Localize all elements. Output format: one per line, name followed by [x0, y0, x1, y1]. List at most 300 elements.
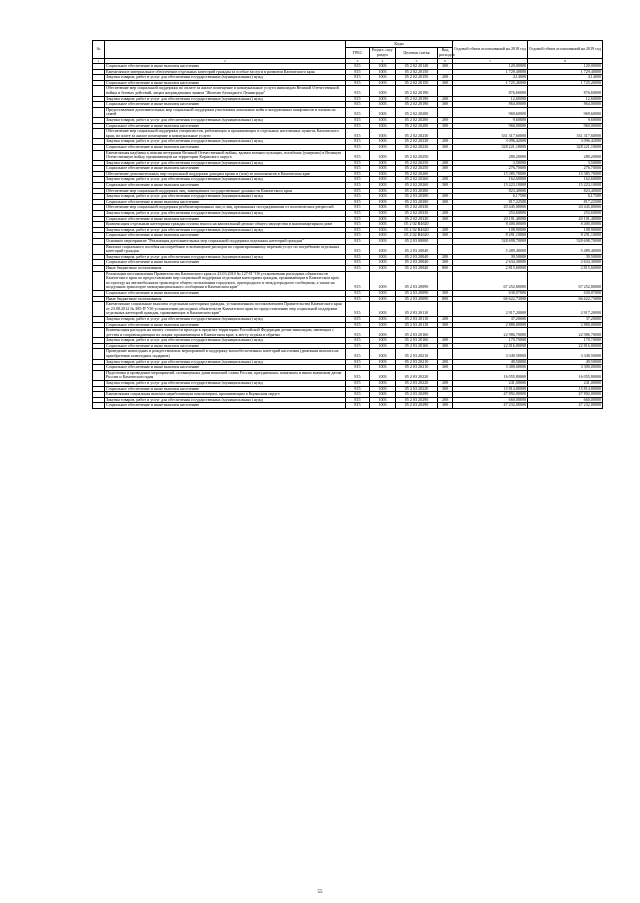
row-amount-2019-cell: 8 400,00000 [528, 222, 603, 228]
row-vid-cell: 300 [438, 343, 453, 349]
row-name-cell: Закупка товаров, работ и услуг для обеспечения государственных (муниципальных) нужд [105, 211, 346, 217]
row-name-cell: Социальное обеспечение и иные выплаты населению [105, 80, 346, 86]
row-amount-2018-cell: 15 223,10000 [453, 183, 528, 189]
row-amount-2018-cell: 15 814,80000 [453, 386, 528, 392]
row-vid-cell: 300 [438, 199, 453, 205]
header-col-num: 4 [370, 59, 396, 64]
row-amount-2018-cell: 528 698,70000 [453, 239, 528, 245]
row-razdel-cell: 1003 [370, 86, 396, 96]
row-grbs-cell: 815 [346, 160, 370, 166]
row-razdel-cell: 1003 [370, 117, 396, 123]
row-celevaya-cell: 05 2 03 20040 [396, 265, 438, 271]
row-amount-2018-cell: 108,90000 [453, 227, 528, 233]
row-amount-2018-cell: 3,50000 [453, 160, 528, 166]
budget-table-sheet [92, 40, 602, 409]
row-celevaya-cell: 05 2 03 20210 [396, 359, 438, 365]
row-razdel-cell: 1003 [370, 359, 396, 365]
row-razdel-cell: 1003 [370, 227, 396, 233]
row-amount-2019-cell: 969,60000 [528, 107, 603, 117]
table-header [93, 41, 603, 64]
row-razdel-cell: 1003 [370, 183, 396, 189]
row-amount-2018-cell: 20 191,40000 [453, 216, 528, 222]
row-amount-2018-cell: 2 880,00000 [453, 322, 528, 328]
row-amount-2019-cell: 15 223,10000 [528, 183, 603, 189]
row-razdel-cell: 1003 [370, 199, 396, 205]
row-amount-2019-cell: 1 729,40000 [528, 69, 603, 75]
row-razdel-cell: 1003 [370, 343, 396, 349]
table-row [93, 150, 603, 160]
row-amount-2018-cell: 328 221,18000 [453, 144, 528, 150]
row-amount-2018-cell: 67 252,80000 [453, 271, 528, 290]
row-razdel-cell: 1003 [370, 386, 396, 392]
row-grbs-cell: 815 [346, 69, 370, 75]
table-row [93, 129, 603, 139]
row-name-cell: Закупка товаров, работ и услуг для обеспечения государственных (муниципальных) нужд [105, 338, 346, 344]
row-razdel-cell: 1003 [370, 80, 396, 86]
row-razdel-cell: 1003 [370, 370, 396, 380]
row-celevaya-cell: 05 2 02 20230 [396, 144, 438, 150]
row-razdel-cell: 1003 [370, 328, 396, 338]
row-grbs-cell: 815 [346, 328, 370, 338]
row-vid-cell: 200 [438, 227, 453, 233]
row-celevaya-cell: 05 2 03 20220 [396, 381, 438, 387]
row-vid-cell [438, 107, 453, 117]
row-amount-2018-cell: 5 489,40000 [453, 244, 528, 254]
row-name-cell: Закупка товаров, работ и услуг для обеспечения государственных (муниципальных) нужд [105, 381, 346, 387]
row-amount-2018-cell: 960,00000 [453, 123, 528, 129]
row-grbs-cell: 815 [346, 177, 370, 183]
row-vid-cell: 200 [438, 96, 453, 102]
row-amount-2019-cell: 22 986,70000 [528, 328, 603, 338]
row-grbs-cell: 815 [346, 343, 370, 349]
header-codes: Коды [346, 41, 453, 48]
header-year-2019: Годовой объем ассигнований на 2019 год [528, 41, 603, 59]
row-vid-cell: 200 [438, 254, 453, 260]
row-amount-2018-cell: 876,60000 [453, 86, 528, 96]
row-razdel-cell: 1003 [370, 177, 396, 183]
row-vid-cell: 200 [438, 177, 453, 183]
row-vid-cell [438, 150, 453, 160]
row-number-cell [93, 328, 105, 338]
row-amount-2018-cell: 1 729,40000 [453, 69, 528, 75]
row-razdel-cell: 1003 [370, 144, 396, 150]
row-name-cell: Проведение новогодних и рождественских мероприятий в поддержку малообеспеченных категорий населения (денежная выплата на приобретение новогодних подарков) [105, 349, 346, 359]
row-amount-2019-cell: 817,22500 [528, 199, 603, 205]
row-name-cell: Социальное обеспечение и иные выплаты населению [105, 64, 346, 70]
header-col-num: 6 [438, 59, 453, 64]
row-grbs-cell: 815 [346, 392, 370, 398]
row-name-cell: Закупка товаров, работ и услуг для обеспечения государственных (муниципальных) нужд [105, 359, 346, 365]
row-amount-2018-cell: 8 400,00000 [453, 222, 528, 228]
row-name-cell: Компенсация отдельным категориям граждан оплаты взноса на капитальный ремонт общего имущества в многоквартирном доме [105, 222, 346, 228]
row-amount-2018-cell: 22 986,70000 [453, 328, 528, 338]
row-celevaya-cell: 05 2 02 20150 [396, 75, 438, 81]
row-amount-2019-cell: 170,70000 [528, 338, 603, 344]
row-razdel-cell: 1003 [370, 188, 396, 194]
row-razdel-cell: 1003 [370, 102, 396, 108]
row-amount-2019-cell: 280,20000 [528, 150, 603, 160]
row-razdel-cell: 1003 [370, 403, 396, 409]
row-name-cell: Выплата социального пособия на погребение и возмещение расходов по гарантированному перечню услуг по погребению отдельных категорий граждан [105, 244, 346, 254]
row-razdel-cell: 1003 [370, 296, 396, 302]
header-number: № [93, 41, 105, 59]
row-amount-2018-cell: 120,00000 [453, 64, 528, 70]
row-amount-2019-cell: 120,00000 [528, 64, 603, 70]
row-vid-cell: 300 [438, 260, 453, 266]
row-name-cell: Иные бюджетные ассигнования [105, 296, 346, 302]
row-vid-cell: 300 [438, 183, 453, 189]
row-celevaya-cell: 05 2 03 20040 [396, 260, 438, 266]
header-col-num: 7 [453, 59, 528, 64]
row-celevaya-cell: 05 2 03 20160 [396, 338, 438, 344]
row-celevaya-cell: 05 2 02 R4620 [396, 227, 438, 233]
row-amount-2018-cell: 3 300,00000 [453, 365, 528, 371]
header-celevaya: Целевая статья [396, 48, 438, 59]
row-razdel-cell: 1003 [370, 233, 396, 239]
row-name-cell: Социальное обеспечение и иные выплаты населению [105, 199, 346, 205]
row-name-cell: Социальное обеспечение и иные выплаты населению [105, 144, 346, 150]
row-vid-cell: 300 [438, 144, 453, 150]
row-grbs-cell: 815 [346, 271, 370, 290]
row-vid-cell: 200 [438, 397, 453, 403]
row-name-cell: Основное мероприятие "Реализация дополнительных мер социальной поддержки отдельных категорий граждан" [105, 239, 346, 245]
row-amount-2019-cell: 2 815,60000 [528, 265, 603, 271]
row-amount-2019-cell: 876,60000 [528, 86, 603, 96]
row-name-cell: Закупка товаров, работ и услуг для обеспечения государственных (муниципальных) нужд [105, 177, 346, 183]
row-razdel-cell: 1003 [370, 139, 396, 145]
row-razdel-cell: 1003 [370, 260, 396, 266]
row-razdel-cell: 1003 [370, 160, 396, 166]
row-vid-cell: 200 [438, 139, 453, 145]
row-name-cell: Социальное обеспечение и иные выплаты населению [105, 343, 346, 349]
row-name-cell: Подготовка и проведение мероприятий, посвященных дням воинской славы России, праздничным, памятным и иным значимым датам России и Камчатского края [105, 370, 346, 380]
row-amount-2018-cell: 331 317,60000 [453, 129, 528, 139]
row-celevaya-cell: 05 2 02 20250 [396, 160, 438, 166]
table-row [93, 86, 603, 96]
row-celevaya-cell: 05 2 02 20200 [396, 117, 438, 123]
row-vid-cell: 200 [438, 359, 453, 365]
row-name-cell: Закупка товаров, работ и услуг для обеспечения государственных (муниципальных) нужд [105, 117, 346, 123]
row-number-cell [93, 370, 105, 380]
row-name-cell: Закупка товаров, работ и услуг для обеспечения государственных (муниципальных) нужд [105, 254, 346, 260]
row-name-cell: Закупка товаров, работ и услуг для обеспечения государственных (муниципальных) нужд [105, 194, 346, 200]
row-amount-2018-cell: 253,60000 [453, 211, 528, 217]
row-amount-2019-cell: 660,00000 [528, 397, 603, 403]
row-grbs-cell: 815 [346, 349, 370, 359]
row-razdel-cell: 1003 [370, 194, 396, 200]
row-razdel-cell: 1003 [370, 129, 396, 139]
row-amount-2018-cell: 22 816,00000 [453, 343, 528, 349]
row-celevaya-cell: 05 2 03 20110 [396, 302, 438, 317]
row-vid-cell: 200 [438, 160, 453, 166]
table-row [93, 349, 603, 359]
row-razdel-cell: 1003 [370, 392, 396, 398]
row-razdel-cell: 1003 [370, 397, 396, 403]
row-vid-cell [438, 129, 453, 139]
row-amount-2019-cell: 66 622,73000 [528, 296, 603, 302]
row-amount-2019-cell: 528 698,70000 [528, 239, 603, 245]
row-celevaya-cell: 05 2 02 20150 [396, 69, 438, 75]
row-celevaya-cell: 05 2 02 20330 [396, 205, 438, 211]
row-name-cell: Обеспечение мер социальной поддержки лиц, замещавших государственные должности Камчатского края [105, 188, 346, 194]
row-name-cell: Обеспечение дополнительных мер социальной поддержки донорам крови и (или) ее компонентов в Камчатском крае [105, 171, 346, 177]
row-celevaya-cell: 05 2 03 00000 [396, 239, 438, 245]
row-razdel-cell: 1003 [370, 211, 396, 217]
row-amount-2019-cell: 3 096,42000 [528, 139, 603, 145]
row-vid-cell [438, 271, 453, 290]
row-name-cell: Социальное обеспечение и иные выплаты населению [105, 386, 346, 392]
row-grbs-cell: 815 [346, 123, 370, 129]
row-amount-2019-cell: 39,50000 [528, 254, 603, 260]
row-name-cell: Закупка товаров, работ и услуг для обеспечения государственных (муниципальных) нужд [105, 227, 346, 233]
row-razdel-cell: 1003 [370, 290, 396, 296]
row-number-cell [93, 129, 105, 139]
row-celevaya-cell: 05 2 03 20160 [396, 343, 438, 349]
row-grbs-cell: 815 [346, 150, 370, 160]
row-celevaya-cell: 05 2 03 20290 [396, 392, 438, 398]
row-amount-2018-cell: 16 055,80000 [453, 370, 528, 380]
row-celevaya-cell: 05 2 02 20200 [396, 107, 438, 117]
row-amount-2019-cell: 9,60000 [528, 117, 603, 123]
row-amount-2018-cell: 969,60000 [453, 107, 528, 117]
row-grbs-cell: 815 [346, 80, 370, 86]
row-name-cell: Социальное обеспечение и иные выплаты населению [105, 290, 346, 296]
row-name-cell: Иные бюджетные ассигнования [105, 265, 346, 271]
row-amount-2019-cell: 2 634,30000 [528, 260, 603, 266]
row-amount-2018-cell: 9,60000 [453, 117, 528, 123]
row-razdel-cell: 1003 [370, 322, 396, 328]
row-name-cell: Закупка товаров, работ и услуг для обеспечения государственных (муниципальных) нужд [105, 75, 346, 81]
row-name-cell: Социальное обеспечение и иные выплаты населению [105, 183, 346, 189]
row-celevaya-cell: 05 2 02 20190 [396, 86, 438, 96]
budget-table [92, 40, 603, 409]
row-celevaya-cell: 05 2 03 20300 [396, 199, 438, 205]
row-vid-cell [438, 86, 453, 96]
row-amount-2018-cell: 15 385,70000 [453, 171, 528, 177]
row-name-cell: Социальное обеспечение и иные выплаты населению [105, 216, 346, 222]
header-col-num: 1 [93, 59, 105, 64]
row-celevaya-cell: 05 2 02 20260 [396, 183, 438, 189]
row-razdel-cell: 1003 [370, 222, 396, 228]
row-grbs-cell: 815 [346, 244, 370, 254]
row-celevaya-cell: 05 2 03 20090 [396, 271, 438, 290]
row-vid-cell: 200 [438, 381, 453, 387]
row-grbs-cell: 815 [346, 322, 370, 328]
row-celevaya-cell: 05 2 02 20330 [396, 211, 438, 217]
row-amount-2019-cell: 6,17500 [528, 194, 603, 200]
row-amount-2018-cell: 162,60000 [453, 177, 528, 183]
row-vid-cell: 800 [438, 296, 453, 302]
row-amount-2019-cell: 4,14000 [528, 75, 603, 81]
row-grbs-cell: 815 [346, 102, 370, 108]
row-number-cell [93, 244, 105, 254]
row-name-cell: Ежемесячное материальное обеспечение отдельных категорий граждан за особые заслуги в развитии Камчатского края [105, 69, 346, 75]
row-amount-2019-cell: 108,90000 [528, 227, 603, 233]
row-grbs-cell: 815 [346, 222, 370, 228]
row-vid-cell: 300 [438, 322, 453, 328]
row-amount-2018-cell: 660,00000 [453, 397, 528, 403]
row-celevaya-cell: 05 2 03 20040 [396, 244, 438, 254]
row-razdel-cell: 1003 [370, 107, 396, 117]
row-grbs-cell: 815 [346, 107, 370, 117]
row-grbs-cell: 815 [346, 302, 370, 317]
row-celevaya-cell: 05 2 02 20330 [396, 216, 438, 222]
row-celevaya-cell: 05 2 02 20250 [396, 150, 438, 160]
table-row [93, 244, 603, 254]
row-grbs-cell: 815 [346, 86, 370, 96]
table-row [93, 302, 603, 317]
row-amount-2019-cell: 8 291,10000 [528, 233, 603, 239]
row-razdel-cell: 1003 [370, 64, 396, 70]
table-row [93, 328, 603, 338]
row-grbs-cell: 815 [346, 265, 370, 271]
row-grbs-cell: 815 [346, 139, 370, 145]
row-grbs-cell: 815 [346, 205, 370, 211]
table-row [93, 370, 603, 380]
row-name-cell: Ежемесячная надбавка к пенсии ветеранам Великой Отечественной войны, вдовам военнослужащих, погибших (умерших) в Великую Отечественную войну, проживающим на территории Корякского округа [105, 150, 346, 160]
header-year-2018: Годовой объем ассигнований на 2018 год [453, 41, 528, 59]
row-amount-2018-cell: 47 892,00000 [453, 392, 528, 398]
row-vid-cell: 300 [438, 216, 453, 222]
row-amount-2019-cell: 49,50000 [528, 359, 603, 365]
row-amount-2019-cell: 20 191,40000 [528, 216, 603, 222]
row-name-cell: Реализация постановления Правительства Камчатского края от 23.03.2010 № 127-П "Об установлении расходных обязательств Камчатского края по предоставлению мер социальной поддержки отдельным категориям граждан, проживающим в Камчатском крае, по проезду на автомобильном транспорте общего пользования городского, пригородного и междугородного сообщения, а также на воздушном транспорте межмуниципального сообщения в Камчатском крае" [105, 271, 346, 290]
row-razdel-cell: 1003 [370, 349, 396, 359]
row-name-cell: Обеспечение мер социальной поддержки реабилитированных лиц и лиц, признанных пострадавшими от политических репрессий [105, 205, 346, 211]
row-amount-2019-cell: 15 814,80000 [528, 386, 603, 392]
row-amount-2019-cell: 37,20000 [528, 316, 603, 322]
row-amount-2018-cell: 170,70000 [453, 338, 528, 344]
row-celevaya-cell: 05 2 03 20300 [396, 194, 438, 200]
row-razdel-cell: 1003 [370, 166, 396, 172]
row-razdel-cell: 1003 [370, 205, 396, 211]
row-grbs-cell: 815 [346, 166, 370, 172]
row-name-cell: Закупка товаров, работ и услуг для обеспечения государственных (муниципальных) нужд [105, 316, 346, 322]
row-amount-2018-cell: 3 096,42000 [453, 139, 528, 145]
header-razdel: Раздел, под-раздел [370, 48, 396, 59]
row-celevaya-cell: 05 2 03 20300 [396, 188, 438, 194]
row-celevaya-cell: 05 2 02 20190 [396, 96, 438, 102]
row-amount-2019-cell: 864,00000 [528, 102, 603, 108]
row-amount-2019-cell: 2 880,00000 [528, 322, 603, 328]
row-grbs-cell: 815 [346, 233, 370, 239]
row-amount-2018-cell: 49,50000 [453, 359, 528, 365]
row-amount-2019-cell: 3,50000 [528, 160, 603, 166]
row-razdel-cell: 1003 [370, 316, 396, 322]
row-razdel-cell: 1003 [370, 216, 396, 222]
row-grbs-cell: 815 [346, 171, 370, 177]
row-name-cell: Социальное обеспечение и иные выплаты населению [105, 233, 346, 239]
row-grbs-cell: 815 [346, 75, 370, 81]
row-amount-2019-cell: 3 300,00000 [528, 365, 603, 371]
row-razdel-cell: 1003 [370, 69, 396, 75]
row-amount-2019-cell: 630,07000 [528, 290, 603, 296]
row-amount-2018-cell: 8 291,10000 [453, 233, 528, 239]
row-grbs-cell: 815 [346, 117, 370, 123]
row-number-cell [93, 150, 105, 160]
row-amount-2019-cell: 960,00000 [528, 123, 603, 129]
row-name-cell: Закупка товаров, работ и услуг для обеспечения государственных (муниципальных) нужд [105, 160, 346, 166]
row-grbs-cell: 815 [346, 96, 370, 102]
row-amount-2018-cell: 280,20000 [453, 150, 528, 160]
row-celevaya-cell: 05 2 03 20160 [396, 328, 438, 338]
table-row [93, 403, 603, 409]
row-grbs-cell: 815 [346, 199, 370, 205]
row-amount-2018-cell: 823,40000 [453, 188, 528, 194]
row-celevaya-cell: 05 2 03 20220 [396, 386, 438, 392]
row-razdel-cell: 1003 [370, 239, 396, 245]
row-grbs-cell: 815 [346, 381, 370, 387]
row-amount-2018-cell: 2 634,30000 [453, 260, 528, 266]
header-name-blank [105, 41, 346, 59]
row-celevaya-cell: 05 2 03 20090 [396, 290, 438, 296]
header-grbs: ГРБС [346, 48, 370, 59]
row-vid-cell [438, 302, 453, 317]
row-celevaya-cell: 05 2 02 20250 [396, 166, 438, 172]
row-amount-2019-cell: 12,60000 [528, 96, 603, 102]
row-amount-2019-cell: 2 917,20000 [528, 302, 603, 317]
row-amount-2019-cell: 67 252,80000 [528, 271, 603, 290]
row-number-cell [93, 403, 105, 409]
table-row [93, 107, 603, 117]
row-celevaya-cell: 05 2 03 20040 [396, 254, 438, 260]
row-razdel-cell: 1003 [370, 244, 396, 254]
row-vid-cell: 200 [438, 75, 453, 81]
row-number-cell [93, 86, 105, 96]
row-celevaya-cell: 05 2 03 20220 [396, 370, 438, 380]
row-celevaya-cell: 05 2 03 20210 [396, 365, 438, 371]
row-razdel-cell: 1003 [370, 302, 396, 317]
row-name-cell: Социальное обеспечение и иные выплаты населению [105, 403, 346, 409]
row-amount-2018-cell: 12,60000 [453, 96, 528, 102]
row-vid-cell: 200 [438, 117, 453, 123]
row-name-cell: Социальное обеспечение и иные выплаты населению [105, 260, 346, 266]
row-number-cell [93, 107, 105, 117]
row-grbs-cell: 815 [346, 359, 370, 365]
row-name-cell: Закупка товаров, работ и услуг для обеспечения государственных (муниципальных) нужд [105, 139, 346, 145]
row-amount-2019-cell: 47 892,00000 [528, 392, 603, 398]
row-razdel-cell: 1003 [370, 171, 396, 177]
header-col-num: 8 [528, 59, 603, 64]
row-amount-2018-cell: 3 349,50000 [453, 349, 528, 359]
row-vid-cell: 300 [438, 365, 453, 371]
row-name-cell: Обеспечение мер социальной поддержки специалистов, работающих и проживающих в отдельных населенных пунктах Камчатского края, по плате за жилое помещение и коммунальные услуги [105, 129, 346, 139]
row-amount-2019-cell: 823,40000 [528, 188, 603, 194]
row-vid-cell: 200 [438, 194, 453, 200]
row-grbs-cell: 815 [346, 370, 370, 380]
row-grbs-cell: 815 [346, 397, 370, 403]
row-celevaya-cell: 05 2 02 20140 [396, 64, 438, 70]
header-col-num: 5 [396, 59, 438, 64]
row-vid-cell: 300 [438, 403, 453, 409]
row-name-cell: Социальное обеспечение и иные выплаты населению [105, 102, 346, 108]
row-celevaya-cell: 05 2 02 20230 [396, 129, 438, 139]
row-celevaya-cell: 05 2 02 20200 [396, 123, 438, 129]
row-celevaya-cell: 05 2 03 20090 [396, 296, 438, 302]
row-razdel-cell: 1003 [370, 150, 396, 160]
row-vid-cell [438, 349, 453, 359]
row-amount-2018-cell: 2 815,60000 [453, 265, 528, 271]
row-grbs-cell: 815 [346, 260, 370, 266]
row-amount-2019-cell: 16 055,80000 [528, 370, 603, 380]
row-grbs-cell: 815 [346, 144, 370, 150]
row-grbs-cell: 815 [346, 188, 370, 194]
header-vid: Вид расходов [439, 47, 455, 57]
row-amount-2018-cell: 47 232,00000 [453, 403, 528, 409]
row-amount-2018-cell: 1 725,26000 [453, 80, 528, 86]
row-grbs-cell: 815 [346, 316, 370, 322]
header-col-num: 2 [105, 59, 346, 64]
